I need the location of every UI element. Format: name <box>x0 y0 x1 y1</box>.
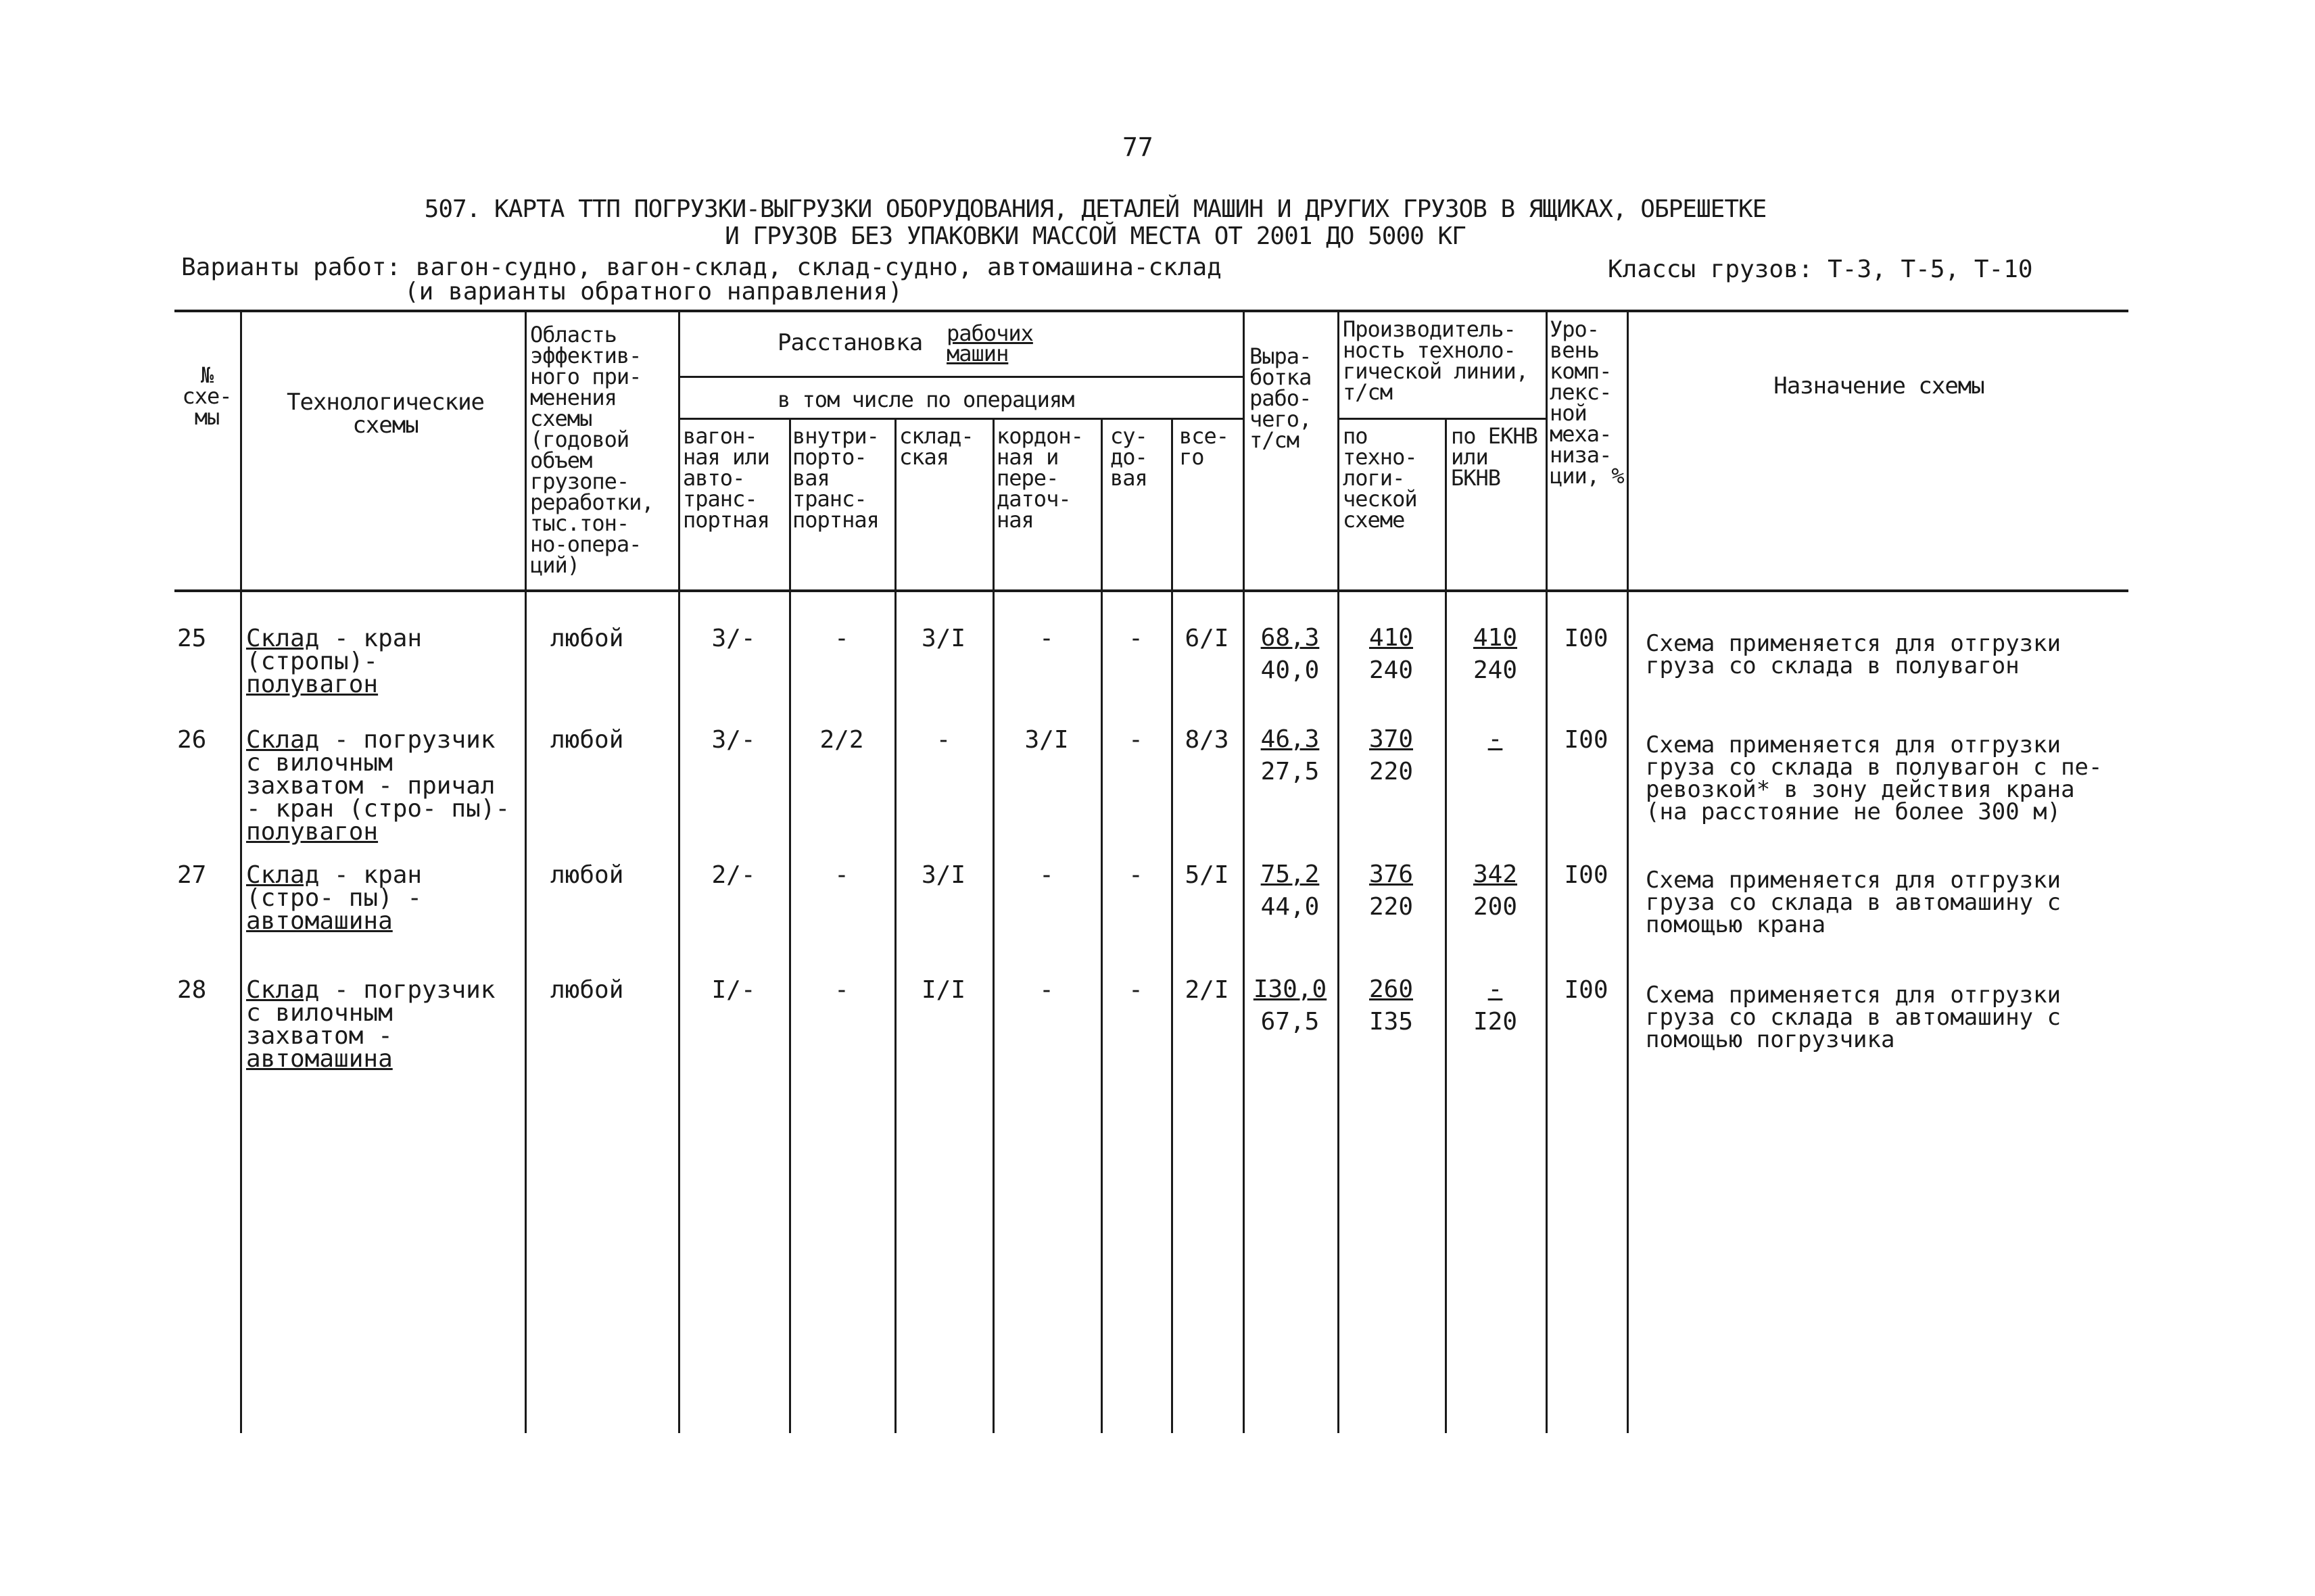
ops-divider <box>678 418 1243 420</box>
header-area: Область эффектив- ного при- менения схемы (годовой объем грузопе- реработки, тыс.тон- но-опера- ций) <box>530 322 654 578</box>
scheme-middle: - погрузчик с вилочным захватом - <box>246 976 496 1050</box>
scheme-start: Склад <box>246 726 320 754</box>
row-prod-eknv-bottom: I20 <box>1473 1008 1518 1036</box>
col-line-2 <box>525 311 527 1433</box>
scheme-end: полувагон <box>246 818 379 846</box>
col-line-7 <box>1101 419 1103 1433</box>
row-inner: - <box>834 861 849 889</box>
title-line-2: И ГРУЗОВ БЕЗ УПАКОВКИ МАССОЙ МЕСТА ОТ 2001 ДО 5000 КГ <box>725 222 1466 250</box>
col-line-1 <box>240 311 242 1433</box>
row-prod-eknv <box>1445 622 1546 687</box>
work-variants <box>181 253 1222 306</box>
row-total: 2/I <box>1185 976 1229 1004</box>
row-prod-scheme-bottom: 220 <box>1368 758 1414 785</box>
row-purpose: Схема применяется для отгрузки груза со склада в полувагон <box>1646 630 2061 679</box>
row-number: 25 <box>177 625 207 652</box>
scheme-middle: - погрузчик с вилочным захватом - причал - кран (стро- пы)- <box>246 726 510 823</box>
row-ship: - <box>1128 726 1143 754</box>
row-output <box>1243 973 1337 1038</box>
scheme-end: автомашина <box>246 1045 393 1073</box>
row-prod-scheme-top: 410 <box>1368 624 1414 652</box>
row-ship: - <box>1128 976 1143 1004</box>
header-prod: Производитель- ность техноло- гической линии, т/см <box>1343 316 1528 405</box>
header-cordon: кордон- ная и пере- даточ- ная <box>997 423 1083 533</box>
row-prod-scheme <box>1337 622 1445 687</box>
scheme-start: Склад <box>246 976 320 1004</box>
row-prod-scheme-top: 370 <box>1368 725 1414 753</box>
col-line-4 <box>789 419 791 1433</box>
row-purpose: Схема применяется для отгрузки груза со склада в автомашину с помощью погрузчика <box>1646 982 2061 1053</box>
row-area: любой <box>550 861 624 889</box>
col-line-6 <box>993 419 995 1433</box>
row-output-top: 68,3 <box>1260 624 1320 652</box>
scheme-end: полувагон <box>246 671 379 698</box>
header-purpose: Назначение схемы <box>1773 372 1984 400</box>
row-scheme <box>246 726 521 846</box>
row-area: любой <box>550 976 624 1004</box>
header-ship: су- до- вая <box>1110 423 1147 491</box>
header-wagon: вагон- ная или авто- транс- портная <box>683 423 769 533</box>
row-output-top: 46,3 <box>1260 725 1320 753</box>
variants-line-2: (и варианты обратного направления) <box>404 278 903 306</box>
row-prod-scheme <box>1337 723 1445 788</box>
scheme-middle: - кран (стро- пы) - <box>246 861 423 912</box>
row-mech: I00 <box>1564 625 1608 652</box>
row-wagon: I/- <box>711 976 756 1004</box>
row-scheme <box>246 861 521 935</box>
row-scheme <box>246 627 521 696</box>
row-output-top: 75,2 <box>1260 861 1320 888</box>
row-warehouse: 3/I <box>921 625 966 652</box>
row-area: любой <box>550 625 624 652</box>
row-wagon: 2/- <box>711 861 756 889</box>
header-prod-scheme: по техно- логи- ческой схеме <box>1343 423 1417 533</box>
row-output-bottom: 40,0 <box>1260 656 1320 684</box>
row-output <box>1243 622 1337 687</box>
row-prod-scheme <box>1337 859 1445 923</box>
row-inner: - <box>834 625 849 652</box>
col-line-11 <box>1445 419 1447 1433</box>
row-prod-scheme-bottom: 240 <box>1368 656 1414 684</box>
row-warehouse: - <box>936 726 951 754</box>
row-prod-eknv <box>1445 859 1546 923</box>
row-cordon: - <box>1039 625 1054 652</box>
row-wagon: 3/- <box>711 625 756 652</box>
header-warehouse: склад- ская <box>899 423 974 470</box>
header-output: Выра- ботка рабо- чего, т/см <box>1249 343 1312 453</box>
row-output-bottom: 44,0 <box>1260 893 1320 921</box>
scheme-middle: - кран (стропы) <box>246 625 423 675</box>
header-scheme: Технологические схемы <box>286 389 485 439</box>
row-total: 6/I <box>1185 625 1229 652</box>
header-placement-b: рабочих машин <box>947 320 1033 366</box>
row-output-bottom: 27,5 <box>1260 758 1320 785</box>
row-number: 28 <box>177 976 207 1004</box>
row-ship: - <box>1128 861 1143 889</box>
row-mech: I00 <box>1564 861 1608 889</box>
variants-line-1: Варианты работ: вагон-судно, вагон-склад, склад-судно, автомашина-склад <box>181 253 1222 281</box>
scheme-end: автомашина <box>246 907 393 935</box>
row-output <box>1243 859 1337 923</box>
row-prod-scheme <box>1337 973 1445 1038</box>
table-top-border <box>174 310 2128 312</box>
row-output <box>1243 723 1337 788</box>
page-number: 77 <box>1122 132 1153 162</box>
row-prod-eknv-top: - <box>1487 725 1503 753</box>
row-prod-eknv-bottom: 240 <box>1473 656 1518 684</box>
row-mech: I00 <box>1564 726 1608 754</box>
cargo-classes: Классы грузов: Т-3, Т-5, Т-10 <box>1608 256 2033 283</box>
row-prod-scheme-top: 376 <box>1368 861 1414 888</box>
row-mech: I00 <box>1564 976 1608 1004</box>
row-purpose: Схема применяется для отгрузки груза со склада в полувагон с пе- ревозкой* в зону действия крана (на расстояние не более 300 м) <box>1646 731 2103 825</box>
row-prod-eknv-bottom: 200 <box>1473 893 1518 921</box>
row-prod-eknv-top: - <box>1487 975 1503 1003</box>
row-wagon: 3/- <box>711 726 756 754</box>
page-title <box>379 196 1812 250</box>
header-mech: Уро- вень комп- лекс- ной меха- низа- ции, % <box>1550 316 1624 489</box>
row-cordon: - <box>1039 861 1054 889</box>
row-prod-scheme-top: 260 <box>1368 975 1414 1003</box>
row-prod-eknv-top: 342 <box>1473 861 1518 888</box>
header-total: все- го <box>1179 423 1229 470</box>
row-cordon: 3/I <box>1024 726 1069 754</box>
row-total: 8/3 <box>1185 726 1229 754</box>
col-line-8 <box>1171 419 1173 1433</box>
header-by-ops: в том числе по операциям <box>778 387 1074 412</box>
row-scheme <box>246 976 521 1073</box>
col-line-13 <box>1627 311 1629 1433</box>
row-purpose: Схема применяется для отгрузки груза со склада в автомашину с помощью крана <box>1646 867 2061 938</box>
row-prod-scheme-bottom: 220 <box>1368 893 1414 921</box>
prod-divider <box>1337 418 1546 420</box>
row-prod-eknv-top: 410 <box>1473 624 1518 652</box>
row-cordon: - <box>1039 976 1054 1004</box>
row-output-top: I30,0 <box>1253 975 1327 1003</box>
header-prod-eknv: по ЕКНВ или БКНВ <box>1451 423 1537 491</box>
row-warehouse: 3/I <box>921 861 966 889</box>
header-num: № схе- мы <box>182 362 232 430</box>
title-line-1: 507. КАРТА ТТП ПОГРУЗКИ-ВЫГРУЗКИ ОБОРУДОВАНИЯ, ДЕТАЛЕЙ МАШИН И ДРУГИХ ГРУЗОВ В ЯЩИКАХ, ОБРЕШЕТКЕ <box>424 195 1767 223</box>
row-output-bottom: 67,5 <box>1260 1008 1320 1036</box>
row-inner: - <box>834 976 849 1004</box>
scheme-connector: - <box>363 648 379 675</box>
row-prod-eknv <box>1445 973 1546 1038</box>
row-total: 5/I <box>1185 861 1229 889</box>
row-prod-scheme-bottom: I35 <box>1368 1008 1414 1036</box>
row-warehouse: I/I <box>921 976 966 1004</box>
placement-divider <box>678 376 1243 378</box>
header-bottom-border <box>174 589 2128 592</box>
header-inner: внутри- порто- вая транс- портная <box>792 423 879 533</box>
row-prod-eknv <box>1445 723 1546 756</box>
header-placement-a: Расстановка <box>778 329 923 356</box>
row-area: любой <box>550 726 624 754</box>
row-inner: 2/2 <box>819 726 864 754</box>
scheme-start: Склад <box>246 861 320 889</box>
col-line-5 <box>894 419 897 1433</box>
scheme-start: Склад <box>246 625 320 652</box>
row-number: 27 <box>177 861 207 889</box>
row-ship: - <box>1128 625 1143 652</box>
row-number: 26 <box>177 726 207 754</box>
